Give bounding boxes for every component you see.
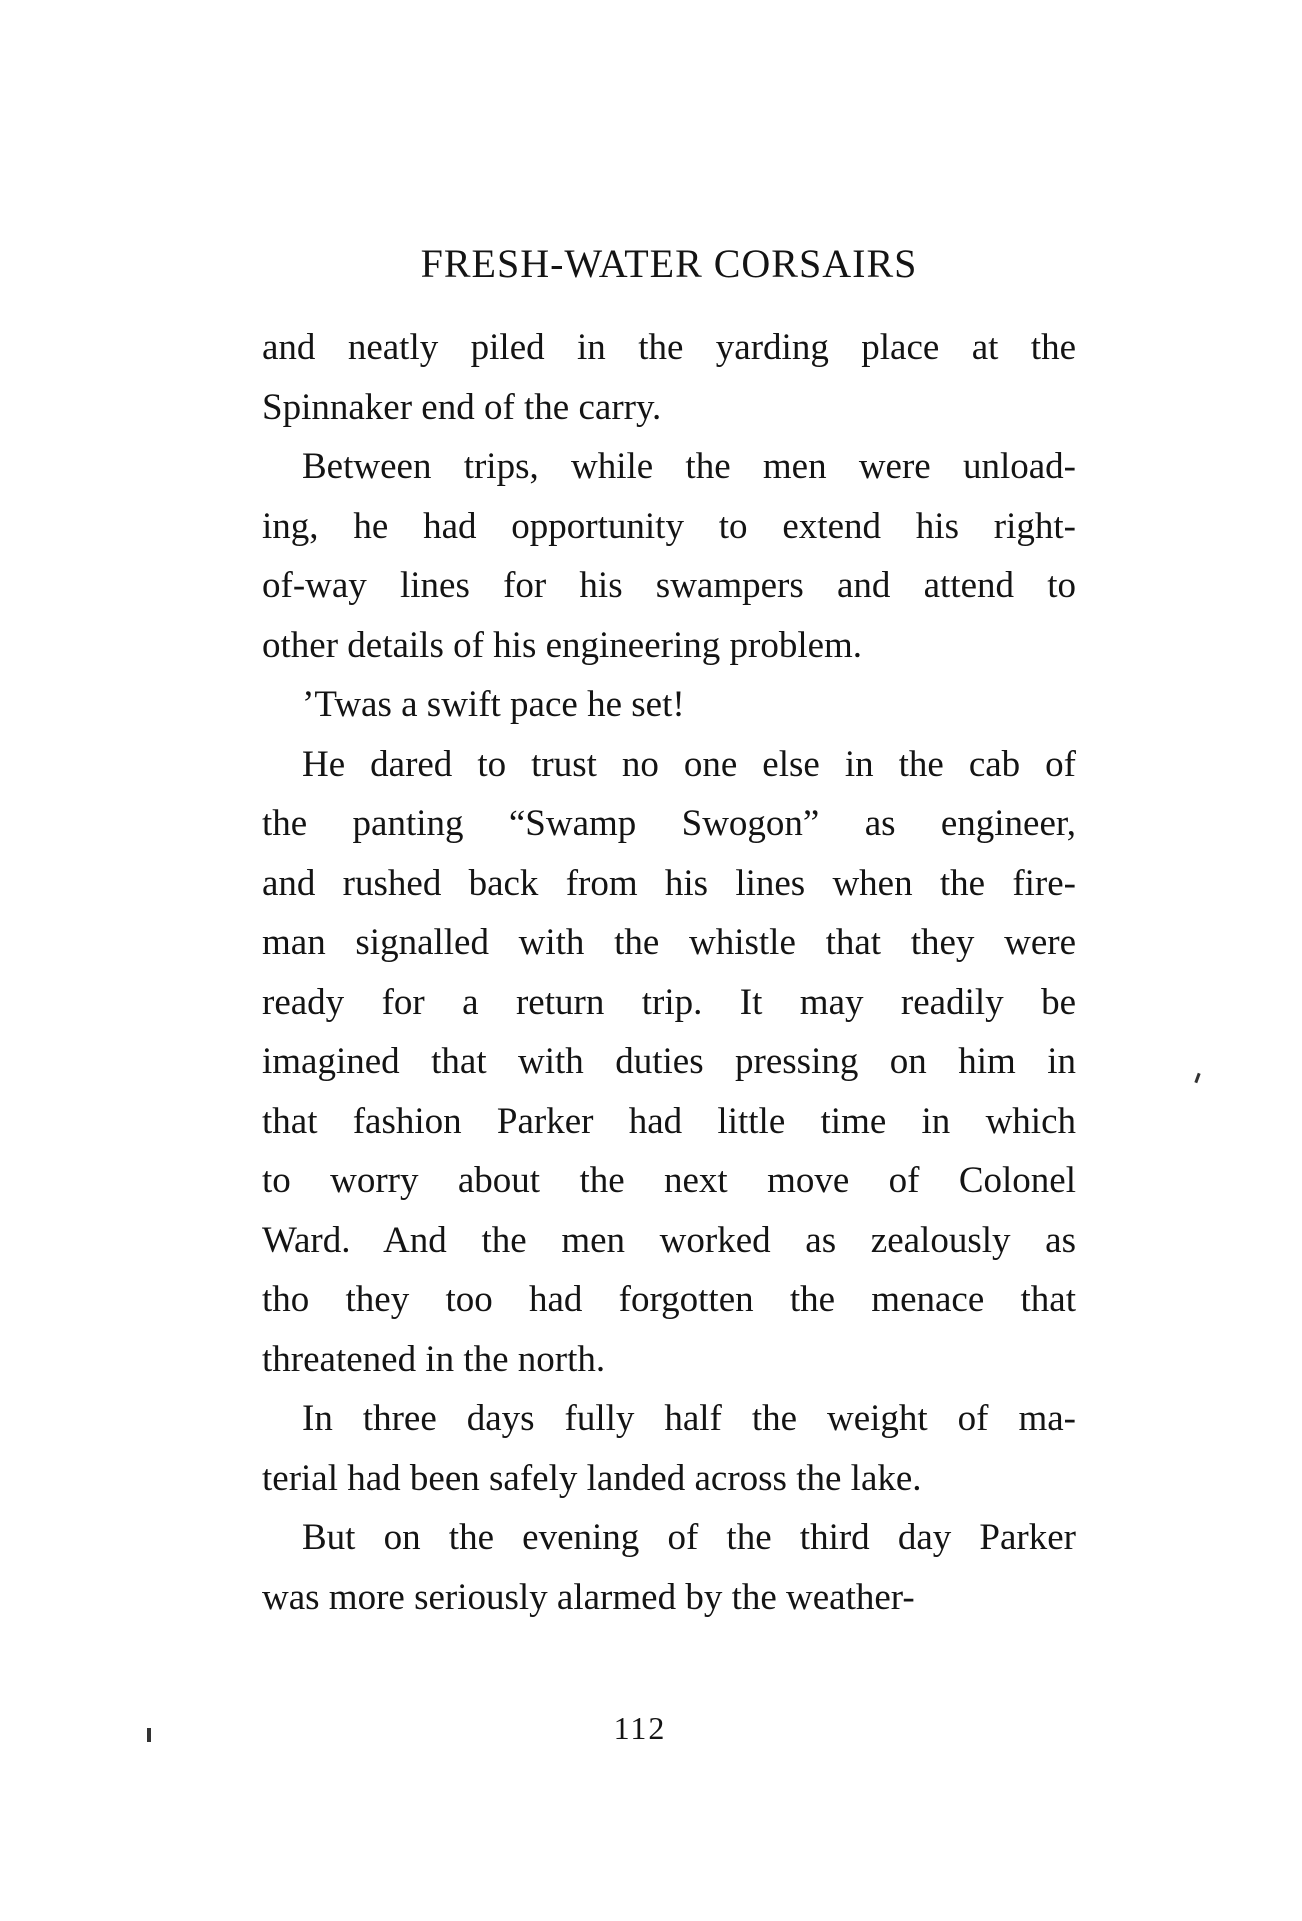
text-line: threatened in the north. <box>262 1338 606 1380</box>
running-head: FRESH-WATER CORSAIRS <box>420 241 918 286</box>
text-line: other details of his engineering problem. <box>262 624 863 666</box>
text-line: man signalled with the whistle that they were <box>262 922 1076 963</box>
text-line: But on the evening of the third day Parker <box>302 1517 1076 1558</box>
text-line: In three days fully half the weight of ma- <box>302 1398 1076 1439</box>
text-line: Between trips, while the men were unload- <box>302 446 1076 487</box>
text-line: and rushed back from his lines when the fire- <box>262 862 1076 904</box>
text-line: imagined that with duties pressing on him in <box>262 1041 1076 1082</box>
text-line: was more seriously alarmed by the weather- <box>262 1576 915 1618</box>
text-line: ing, he had opportunity to extend his right- <box>262 505 1076 547</box>
text-line: ’Twas a swift pace he set! <box>302 684 685 725</box>
scan-speck <box>1194 1073 1200 1083</box>
text-line: of-way lines for his swampers and attend to <box>262 565 1076 606</box>
text-line: to worry about the next move of Colonel <box>262 1160 1076 1201</box>
text-line: Ward. And the men worked as zealously as <box>262 1219 1076 1261</box>
text-line: tho they too had forgotten the menace that <box>262 1279 1076 1320</box>
text-line: Spinnaker end of the carry. <box>262 386 662 428</box>
text-line: terial had been safely landed across the lake. <box>262 1457 922 1499</box>
text-line: He dared to trust no one else in the cab of <box>302 743 1076 785</box>
text-line: that fashion Parker had little time in which <box>262 1100 1076 1142</box>
page-number: 112 <box>613 1710 667 1746</box>
text-line: and neatly piled in the yarding place at the <box>262 327 1076 368</box>
text-line: the panting “Swamp Swogon” as engineer, <box>262 803 1076 844</box>
scan-speck <box>147 1728 151 1742</box>
text-line: ready for a return trip. It may readily be <box>262 981 1076 1023</box>
body-text <box>262 318 1076 1627</box>
